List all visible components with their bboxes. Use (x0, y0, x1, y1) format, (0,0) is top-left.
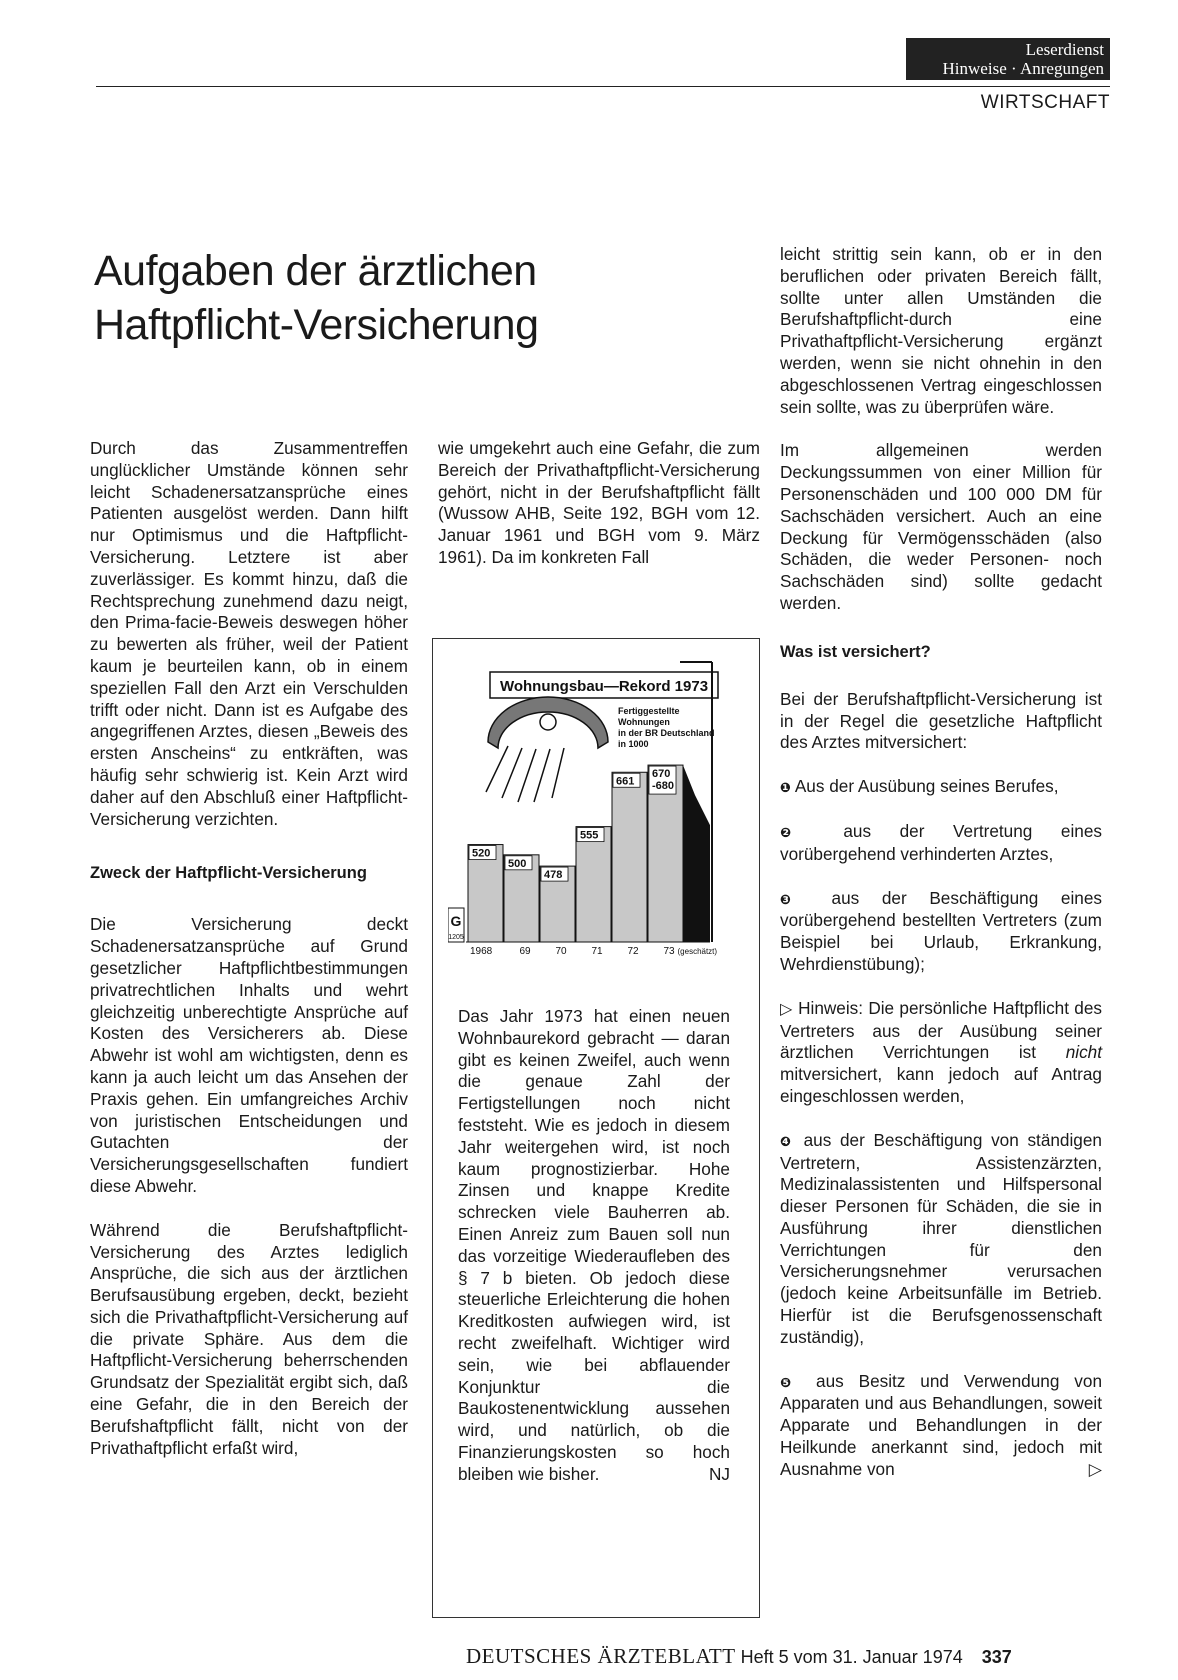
issue-info: Heft 5 vom 31. Januar 1974 (740, 1647, 963, 1667)
heading-zweck: Zweck der Haftpflicht-Versicherung (90, 864, 367, 883)
hint-marker-icon: ▷ (780, 1000, 793, 1018)
signature: NJ (708, 1463, 730, 1484)
chart-bars (468, 765, 683, 942)
item-text: Aus der Ausübung seines Berufes, (791, 776, 1059, 797)
bar-value-label: 661 (616, 775, 635, 788)
x-tick-labels (470, 946, 717, 957)
protractor-icon (486, 697, 608, 802)
svg-text:1205: 1205 (448, 934, 464, 941)
article-title (94, 244, 754, 352)
coverage-item (780, 776, 1102, 799)
housing-chart (448, 652, 748, 998)
section-label: WIRTSCHAFT (980, 92, 1110, 113)
header-rule (96, 86, 1110, 87)
paragraph: Durch das Zusammentreffen unglücklicher Umstände können sehr leicht Schadenersatzansprüche eines Patienten ausgelöst werden. Dann hilft nur Optimismus und die Haftpflicht-Versicherung. Letztere ist aber zuverlässiger. Es kommt hinzu, daß die Rechtsprechung zunehmend dazu neigt, den Prima-facie-Beweis deswegen höher zu bewerten als früher, weil der Patient kaum je beurteilen kann, ob in einem speziellen Fall den Arzt ein Verschulden trifft oder nicht. Dann ist es Aufgabe des angegriffenen Arztes, diesen „Beweis des ersten Anscheins“ zu entkräften, was häufig sehr schwierig ist. Kein Arzt wird daher auf den Abschluß einer Haftpflicht-Versicherung verzichten. (90, 438, 408, 829)
coverage-item (780, 1371, 1102, 1481)
infobox-text (458, 1006, 730, 1486)
page-footer (466, 1644, 1110, 1669)
column-3 (780, 244, 1102, 1503)
paragraph: Die Versicherung deckt Schadenersatzansprüche auf Grund gesetzlicher Haftpflichtbestimmungen privatrechtlichen Inhalts und wehrt gleichzeitig unberechtigte Ansprüche auf Kosten des Versicherers ab. Diese Abwehr ist wohl am wichtigsten, denn es kann ja auch leicht um das Ansehen der Praxis gehen. Ein umfangreiches Archiv von juristischen Entscheidungen und Gutachten der Versicherungsgesellschaften fundiert diese Abwehr. (90, 914, 408, 1196)
svg-text:G: G (450, 913, 462, 929)
bar-value-label: 520 (472, 847, 491, 860)
x-tick-label: 72 (627, 946, 639, 957)
bar-72 (612, 772, 647, 942)
item-number-icon: ❹ (780, 1133, 795, 1149)
hint-paragraph (780, 998, 1102, 1108)
journal-name: DEUTSCHES ÄRZTEBLATT (466, 1644, 736, 1668)
bar-value-label: 670 -680 (652, 768, 675, 793)
x-tick-label: 1968 (470, 946, 493, 957)
title-line-2: Haftpflicht-Versicherung (94, 301, 539, 349)
x-tick-label: 70 (555, 946, 567, 957)
x-tick-label: 71 (591, 946, 603, 957)
chart-subtitle: Fertiggestellte Wohnungen in der BR Deutschland in 1000 (618, 706, 715, 749)
item-number-icon: ❺ (780, 1374, 802, 1390)
coverage-item (780, 1130, 1102, 1349)
x-tick-label: 73 (663, 946, 675, 957)
paragraph: wie umgekehrt auch eine Gefahr, die zum Bereich der Privathaftpflicht-Versicherung gehört, nicht in der Berufshaftpflicht fällt (Wussow AHB, Seite 192, BGH vom 12. Januar 1961 und BGH vom 9. März 1961). Da im konkreten Fall (438, 438, 760, 567)
coverage-list-1 (780, 776, 1102, 976)
infobox-paragraph: Das Jahr 1973 hat einen neuen Wohnbaurekord gebracht — daran gibt es keinen Zweifel, auch wenn die genaue Zahl der Fertigstellungen noch nicht feststeht. Wie es jedoch in diesem Jahr weitergehen wird, ist noch kaum prognostizierbar. Hohe Zinsen und knappe Kredite schrecken viele Bauherren ab. Einen Anreiz zum Bauen soll nun das vorzeitige Wiederaufleben des § 7 b bieten. Ob jedoch diese steuerliche Erleichterung die hohen Kreditkosten aufwiegen wird, ist recht zweifelhaft. Wichtiger wird sein, wie bei abflauender Konjunktur die Baukostenentwicklung aussehen wird, und natürlich, ob die Finanzierungskosten so hoch bleiben wie bisher. (458, 1006, 730, 1484)
coverage-item (780, 821, 1102, 866)
paragraph: Während die Berufshaftpflicht-Versicherung des Arztes lediglich Ansprüche, die sich aus der ärztlichen Berufsausübung ergeben, deckt, bezieht sich die Privathaftpflicht-Versicherung auf die private Sphäre. Aus dem die Haftpflicht-Versicherung beherrschenden Grundsatz der Spezialität ergibt sich, daß eine Gefahr, die in den Bereich der Berufshaftpflicht fällt, nicht von der Privathaftpflicht erfaßt wird, (90, 1219, 408, 1458)
reader-service-badge (906, 38, 1110, 80)
column-2 (438, 438, 760, 591)
item-text: aus der Beschäftigung von ständigen Vertretern, Assistenzärzten, Medizinalassistenten und Hilfspersonal dieser Personen für Schäden, die sie in Ausführung ihrer dienstlichen Verrichtungen für den Versicherungsnehmer verursachen (jedoch keine Arbeitsunfälle im Betrieb. Hierfür ist die Berufsgenossenschaft zuständig), (780, 1129, 1102, 1347)
paragraph: leicht strittig sein kann, ob er in den beruflichen oder privaten Bereich fällt, sollte unter allen Umständen die Berufshaftpflicht-durch eine Privathaftpflicht-Versicherung ergänzt werden, wenn sie nicht ohnehin in den abgeschlossenen Vertrag eingeschlossen sein sollte, was zu überprüfen wäre. (780, 244, 1102, 417)
x-tick-label: 69 (519, 946, 531, 957)
hint-text-b: mitversichert, kann jedoch auf Antrag eingeschlossen werden, (780, 1064, 1102, 1106)
page-number: 337 (981, 1647, 1012, 1667)
badge-line-1: Leserdienst (1025, 40, 1104, 59)
continue-marker-icon: ▷ (1088, 1458, 1102, 1479)
paragraph: Im allgemeinen werden Deckungssummen von einer Million für Personenschäden und 100 000 DM für Sachschäden versichert. Auch an eine Deckung für Vermögensschäden (also Schäden, die weder Personen- noch Sachschäden sind) sollte gedacht werden. (780, 440, 1102, 613)
chart-title: Wohnungsbau—Rekord 1973 (499, 678, 709, 695)
coverage-list-2 (780, 1130, 1102, 1481)
paragraph: Bei der Berufshaftpflicht-Versicherung ist in der Regel die gesetzliche Haftpflicht des Arztes mitversichert: (780, 688, 1102, 753)
column-1 (90, 438, 408, 1481)
source-mark (448, 908, 464, 942)
heading-was-versichert: Was ist versichert? (780, 642, 931, 661)
badge-line-2: Hinweise · Anregungen (942, 59, 1104, 78)
coverage-item (780, 888, 1102, 976)
bar-value-label: 500 (508, 857, 527, 870)
hint-text-a: Hinweis: Die persönliche Haftpflicht des Vertreters aus der Ausübung seiner ärztlichen Verrichtungen ist (780, 997, 1102, 1063)
x-note-label: (geschätzt) (677, 947, 718, 956)
item-number-icon: ❶ (780, 780, 792, 796)
item-number-icon: ❸ (780, 891, 809, 907)
hint-emphasis: nicht (1065, 1042, 1102, 1063)
item-text: aus der Beschäftigung eines vorübergehend bestellten Vertreters (zum Beispiel bei Urlaub, Erkrankung, Wehrdienstübung); (780, 887, 1102, 974)
bar-shadow (683, 765, 710, 942)
item-text: aus Besitz und Verwendung von Apparaten und aus Behandlungen, soweit Apparate und Behandlungen in der Heilkunde anerkannt sind, jedoch mit Ausnahme von (780, 1370, 1103, 1479)
title-line-1: Aufgaben der ärztlichen (94, 247, 537, 295)
bar-value-label: 555 (580, 829, 599, 842)
bar-71 (576, 827, 611, 942)
item-number-icon: ❷ (780, 824, 815, 840)
bar-value-label: 478 (544, 869, 563, 882)
item-text: aus der Vertretung eines vorübergehend verhinderten Arztes, (780, 820, 1102, 864)
